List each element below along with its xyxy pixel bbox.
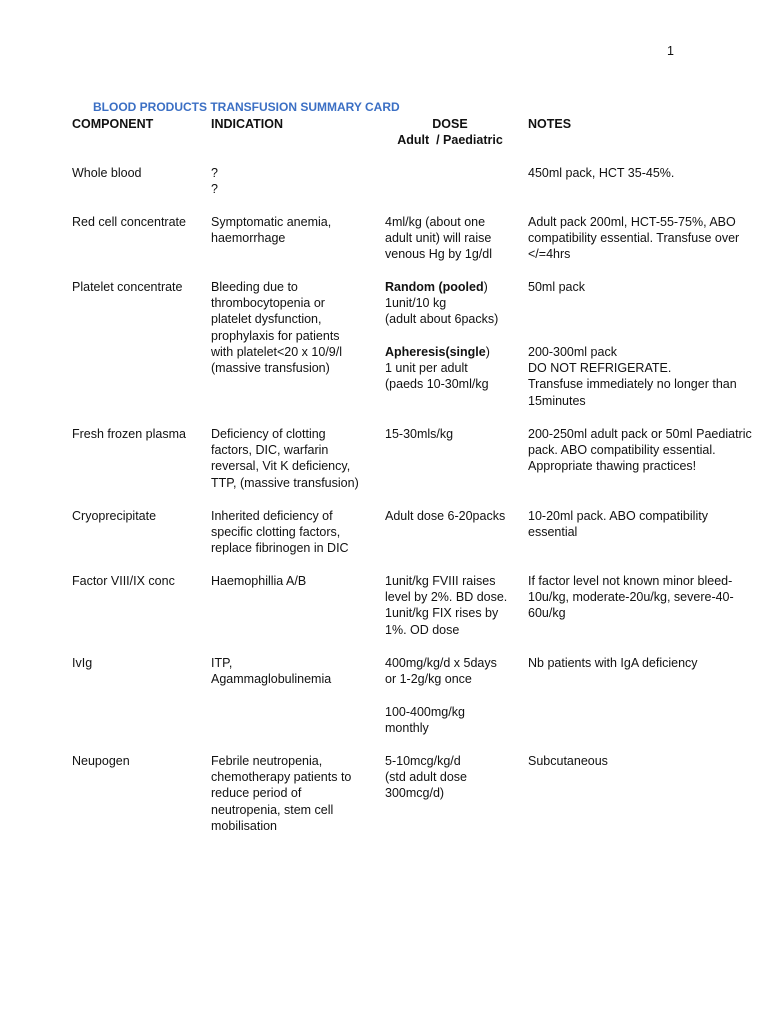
- text-line: 15minutes: [528, 393, 586, 408]
- text-line: adult unit) will raise: [385, 231, 492, 246]
- text-line: level by 2%. BD dose.: [385, 590, 508, 605]
- page-title: BLOOD PRODUCTS TRANSFUSION SUMMARY CARD: [93, 100, 400, 114]
- indication-cell: [211, 279, 376, 376]
- dose-random-close: ): [483, 280, 488, 294]
- blank-line: [385, 328, 523, 344]
- text-line: Agammaglobulinemia: [211, 672, 332, 687]
- text-line: 200-300ml pack: [528, 345, 617, 359]
- blank-line: [385, 687, 523, 703]
- text-line: Bleeding due to: [211, 280, 298, 294]
- header-component: COMPONENT: [72, 117, 154, 131]
- dose-cell: [385, 426, 523, 442]
- text-line: ?: [211, 182, 218, 197]
- text-line: factors, DIC, warfarin: [211, 443, 329, 458]
- text-line: (massive transfusion): [211, 361, 330, 376]
- text-line: Nb patients with IgA deficiency: [528, 656, 698, 670]
- text-line: replace fibrinogen in DIC: [211, 541, 349, 556]
- header-dose: [385, 116, 515, 148]
- text-line: </=4hrs: [528, 247, 571, 262]
- dose-cell: [385, 655, 523, 736]
- text-line: platelet dysfunction,: [211, 312, 322, 327]
- component-cell: IvIg: [72, 656, 93, 670]
- indication-cell: [211, 426, 376, 491]
- text-line: (paeds 10-30ml/kg: [385, 377, 489, 392]
- header-indication: INDICATION: [211, 117, 283, 131]
- text-line: Transfuse immediately no longer than: [528, 377, 737, 392]
- text-line: haemorrhage: [211, 231, 286, 246]
- text-line: 50ml pack: [528, 280, 585, 294]
- text-line: If factor level not known minor bleed-: [528, 574, 733, 588]
- text-line: essential: [528, 525, 578, 540]
- component-cell: Red cell concentrate: [72, 215, 186, 229]
- text-line: 4ml/kg (about one: [385, 215, 486, 229]
- text-line: Inherited deficiency of: [211, 509, 333, 523]
- text-line: (adult about 6packs): [385, 312, 499, 327]
- text-line: neutropenia, stem cell: [211, 802, 334, 817]
- notes-cell: [528, 508, 764, 540]
- indication-cell: [211, 655, 376, 687]
- dose-cell: [385, 573, 523, 638]
- text-line: reversal, Vit K deficiency,: [211, 459, 351, 474]
- indication-cell: [211, 573, 376, 589]
- text-line: DO NOT REFRIGERATE.: [528, 361, 672, 376]
- notes-cell: [528, 279, 764, 295]
- text-line: 1%. OD dose: [385, 622, 460, 637]
- text-line: (std adult dose: [385, 770, 467, 785]
- indication-cell: [211, 508, 376, 557]
- text-line: 60u/kg: [528, 606, 566, 621]
- text-line: Symptomatic anemia,: [211, 215, 332, 229]
- text-line: Appropriate thawing practices!: [528, 459, 697, 474]
- text-line: Adult pack 200ml, HCT-55-75%, ABO: [528, 215, 736, 229]
- notes-cell: [528, 165, 764, 181]
- text-line: venous Hg by 1g/dl: [385, 247, 493, 262]
- text-line: or 1-2g/kg once: [385, 672, 472, 687]
- dose-apheresis-heading: [385, 344, 523, 360]
- text-line: monthly: [385, 720, 429, 735]
- dose-cell: [385, 214, 523, 263]
- text-line: 10-20ml pack. ABO compatibility: [528, 509, 708, 523]
- text-line: ITP,: [211, 656, 233, 670]
- text-line: Haemophillia A/B: [211, 574, 307, 588]
- text-line: ?: [211, 166, 218, 180]
- text-line: 300mcg/d): [385, 786, 445, 801]
- indication-cell: [211, 753, 376, 834]
- component-cell: Whole blood: [72, 166, 142, 180]
- text-line: 1unit/10 kg: [385, 296, 447, 311]
- dose-cell: [385, 753, 523, 802]
- text-line: reduce period of: [211, 786, 302, 801]
- text-line: specific clotting factors,: [211, 525, 341, 540]
- text-line: TTP, (massive transfusion): [211, 475, 359, 490]
- component-cell: Factor VIII/IX conc: [72, 574, 175, 588]
- text-line: 100-400mg/kg: [385, 704, 465, 719]
- text-line: pack. ABO compatibility essential.: [528, 443, 716, 458]
- text-line: 1unit/kg FVIII raises: [385, 574, 496, 588]
- indication-cell: [211, 165, 376, 197]
- dose-random-heading: [385, 279, 523, 295]
- dose-apheresis-close: ): [485, 344, 490, 359]
- text-line: mobilisation: [211, 818, 278, 833]
- text-line: Adult dose 6-20packs: [385, 509, 506, 523]
- component-cell: Cryoprecipitate: [72, 509, 157, 523]
- notes-cell: [528, 753, 764, 769]
- text-line: 450ml pack, HCT 35-45%.: [528, 166, 675, 180]
- notes-cell: [528, 573, 764, 622]
- text-line: 15-30mls/kg: [385, 427, 454, 441]
- text-line: Deficiency of clotting: [211, 427, 326, 441]
- text-line: compatibility essential. Transfuse over: [528, 231, 740, 246]
- dose-cell: [385, 279, 523, 392]
- component-cell: Platelet concentrate: [72, 280, 183, 294]
- text-line: 5-10mcg/kg/d: [385, 754, 461, 768]
- indication-cell: [211, 214, 376, 246]
- component-cell: Neupogen: [72, 754, 130, 768]
- text-line: thrombocytopenia or: [211, 296, 325, 311]
- text-line: Subcutaneous: [528, 754, 608, 768]
- page-number: 1: [667, 44, 674, 58]
- text-line: chemotherapy patients to: [211, 770, 352, 785]
- header-dose-subtitle: Adult / Paediatric: [397, 133, 503, 148]
- dose-random-label: Random (pooled: [385, 280, 484, 294]
- notes-cell: [528, 426, 764, 475]
- text-line: 1unit/kg FIX rises by: [385, 606, 499, 621]
- text-line: 1 unit per adult: [385, 361, 468, 376]
- text-line: 10u/kg, moderate-20u/kg, severe-40-: [528, 590, 734, 605]
- text-line: 200-250ml adult pack or 50ml Paediatric: [528, 427, 752, 441]
- text-line: 400mg/kg/d x 5days: [385, 656, 497, 670]
- text-line: Febrile neutropenia,: [211, 754, 323, 768]
- text-line: with platelet<20 x 10/9/l: [211, 344, 342, 359]
- notes-cell: [528, 214, 764, 263]
- text-line: prophylaxis for patients: [211, 328, 340, 343]
- dose-apheresis-label: Apheresis(single: [385, 344, 486, 359]
- notes-cell: [528, 344, 764, 409]
- dose-cell: [385, 508, 523, 524]
- component-cell: Fresh frozen plasma: [72, 427, 186, 441]
- header-dose-title: DOSE: [432, 117, 468, 131]
- notes-cell: [528, 655, 764, 671]
- header-notes: NOTES: [528, 117, 572, 131]
